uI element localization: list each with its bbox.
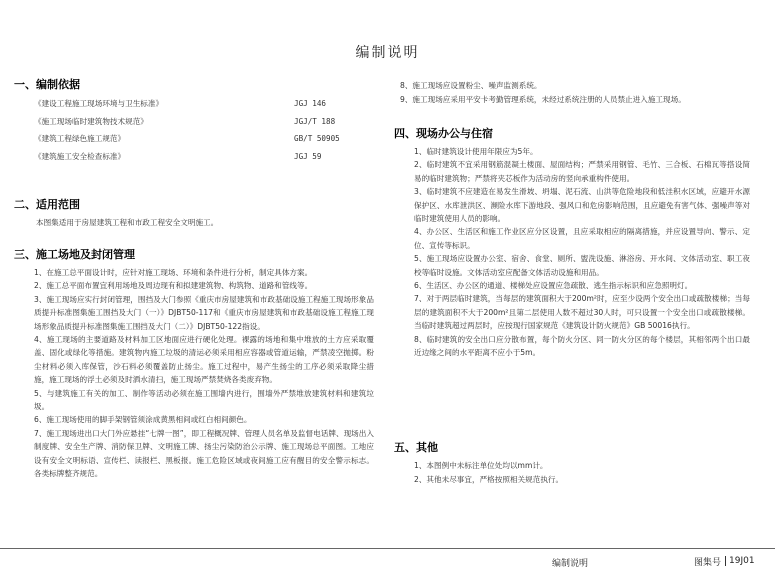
scope-text: 本图集适用于房屋建筑工程和市政工程安全文明施工。 — [36, 218, 219, 227]
footer-title: 编制说明 — [552, 559, 589, 569]
standard-code: JGJ 146 — [294, 99, 327, 108]
standard-code: JGJ/T 188 — [294, 116, 336, 126]
atlas-number-box — [694, 553, 755, 569]
standard-name: 《建设工程施工现场环境与卫生标准》 — [34, 99, 164, 108]
section-office — [394, 127, 766, 360]
list-item: 3、施工现场应实行封闭管理，围挡及大门参照《重庆市房屋建筑和市政基础设施工程施工现场形象品质提升标准图集施工围挡及大门（一）》DJBT50-117和《重庆市房屋建筑和市政基础设施工程施工现场形象品质提升标准图集施工围挡及大门（二）》DJBT50-122指设。 — [34, 294, 374, 331]
standards-list — [14, 95, 389, 165]
frame-divider — [0, 548, 775, 549]
other-items — [394, 459, 766, 486]
section-scope — [14, 198, 389, 229]
section-heading: 四、现场办公与住宿 — [394, 127, 493, 140]
atlas-label: 图集号 — [694, 557, 722, 568]
list-item: 8、临时建筑的安全出口应分散布置，每个防火分区、同一防火分区的每个楼层，其相邻两个出口最近边缘之间的水平距离不应小于5m。 — [414, 334, 750, 358]
list-item: 1、临时建筑设计使用年限应为5年。 — [414, 147, 538, 156]
list-item: 4、施工现场的主要道路及材料加工区地面应进行硬化处理。裸露的场地和集中堆放的土方应采取覆盖、固化或绿化等措施。建筑物内施工垃圾的清运必须采用相应容器或管道运输，严禁凌空抛掷。粉尘材料必须入库保管，沙石料必须覆盖防止扬尘。施工过程中，易产生扬尘的工序必须采取降尘措施，施工现场的浮土必须及时洒水清扫，施工现场严禁焚烧各类废弃物。 — [34, 335, 374, 385]
standard-row — [34, 95, 389, 113]
site-items-continued — [400, 79, 756, 106]
standard-name: 《建筑工程绿色施工规范》 — [34, 134, 126, 143]
section-heading: 五、其他 — [394, 441, 438, 454]
list-item: 1、在施工总平面设计时，应针对施工现场、环境和条件进行分析，制定具体方案。 — [34, 268, 313, 277]
standard-row — [34, 113, 389, 131]
list-item: 7、对于两层临时建筑，当每层的建筑面积大于200m²时，应至少设两个安全出口或疏散楼梯；当每层的建筑面积不大于200m²且第二层使用人数不超过30人时，可只设置一个安全出口或疏散楼梯。当临时建筑超过两层时，应按现行国家规范《建筑设计防火规范》GB 50016执行。 — [414, 294, 750, 331]
list-item: 3、临时建筑不应建造在易发生滑坡、坍塌、泥石流、山洪等危险地段和低洼积水区域，应避开水源保护区、水库泄洪区、濒险水库下游地段、强风口和危房影响范围，且应避免有害气体、强噪声等对临时建筑使用人员的影响。 — [414, 187, 750, 224]
atlas-number: 19J01 — [725, 556, 755, 566]
list-item: 1、本图例中未标注单位处均以mm计。 — [414, 461, 548, 470]
list-item: 2、施工总平面布置宜利用场地及周边现有和拟建建筑物、构筑物、道路和管线等。 — [34, 281, 313, 291]
section-heading: 三、施工场地及封闭管理 — [14, 248, 135, 261]
list-item: 4、办公区、生活区和施工作业区应分区设置，且应采取相应的隔离措施，并应设置导向、警示、定位、宣传等标识。 — [414, 227, 750, 250]
office-items — [394, 145, 750, 360]
list-item: 5、与建筑施工有关的加工、制作等活动必须在施工围墙内进行，围墙外严禁堆放建筑材料和建筑垃圾。 — [34, 388, 374, 412]
section-site — [14, 248, 389, 481]
section-basis — [14, 78, 389, 165]
list-item: 2、其他未尽事宜，严格按照相关规范执行。 — [414, 474, 564, 484]
site-items — [14, 266, 374, 481]
list-item: 9、施工现场应采用平安卡考勤管理系统，未经过系统注册的人员禁止进入施工现场。 — [400, 94, 686, 104]
list-item: 5、施工现场应设置办公室、宿舍、食堂、厕所、盥洗设施、淋浴房、开水间、文体活动室、职工夜校等临时设施。文体活动室应配备文体活动设施和用品。 — [414, 254, 750, 277]
standard-code: JGJ 59 — [294, 151, 322, 161]
list-item: 6、生活区、办公区的通道、楼梯处应设置应急疏散、逃生指示标识和应急照明灯。 — [414, 281, 693, 291]
section-heading: 一、编制依据 — [14, 78, 80, 91]
section-other — [394, 441, 766, 486]
standard-row — [34, 130, 389, 148]
standard-name: 《施工现场临时建筑物技术规范》 — [34, 116, 148, 126]
page-title: 编制说明 — [355, 45, 420, 61]
list-item: 2、临时建筑不宜采用钢筋混凝土楼面、屋面结构；严禁采用钢管、毛竹、三合板、石棉瓦等搭设简易的临时建筑物；严禁将夹芯板作为活动房的竖向承重构件使用。 — [414, 160, 750, 183]
standard-code: GB/T 50905 — [294, 134, 340, 143]
section-heading: 二、适用范围 — [14, 198, 80, 211]
list-item: 6、施工现场使用的脚手架钢管须涂成黄黑相间或红白相间颜色。 — [34, 415, 252, 425]
list-item: 8、施工现场应设置粉尘、噪声监测系统。 — [400, 81, 542, 90]
standard-row — [34, 148, 389, 166]
list-item: 7、施工现场进出口大门外应悬挂“七牌一图”，即工程概况牌、管理人员名单及监督电话牌、现场出入制度牌、安全生产牌、消防保卫牌、文明施工牌、扬尘污染防治公示牌、施工现场总平面图。工地应设有安全文明标语、宣传栏、读报栏、黑板报。施工危险区域或夜间施工应有醒目的安全警示标志。各类标牌整齐规范。 — [34, 428, 374, 479]
standard-name: 《建筑施工安全检查标准》 — [34, 151, 126, 161]
